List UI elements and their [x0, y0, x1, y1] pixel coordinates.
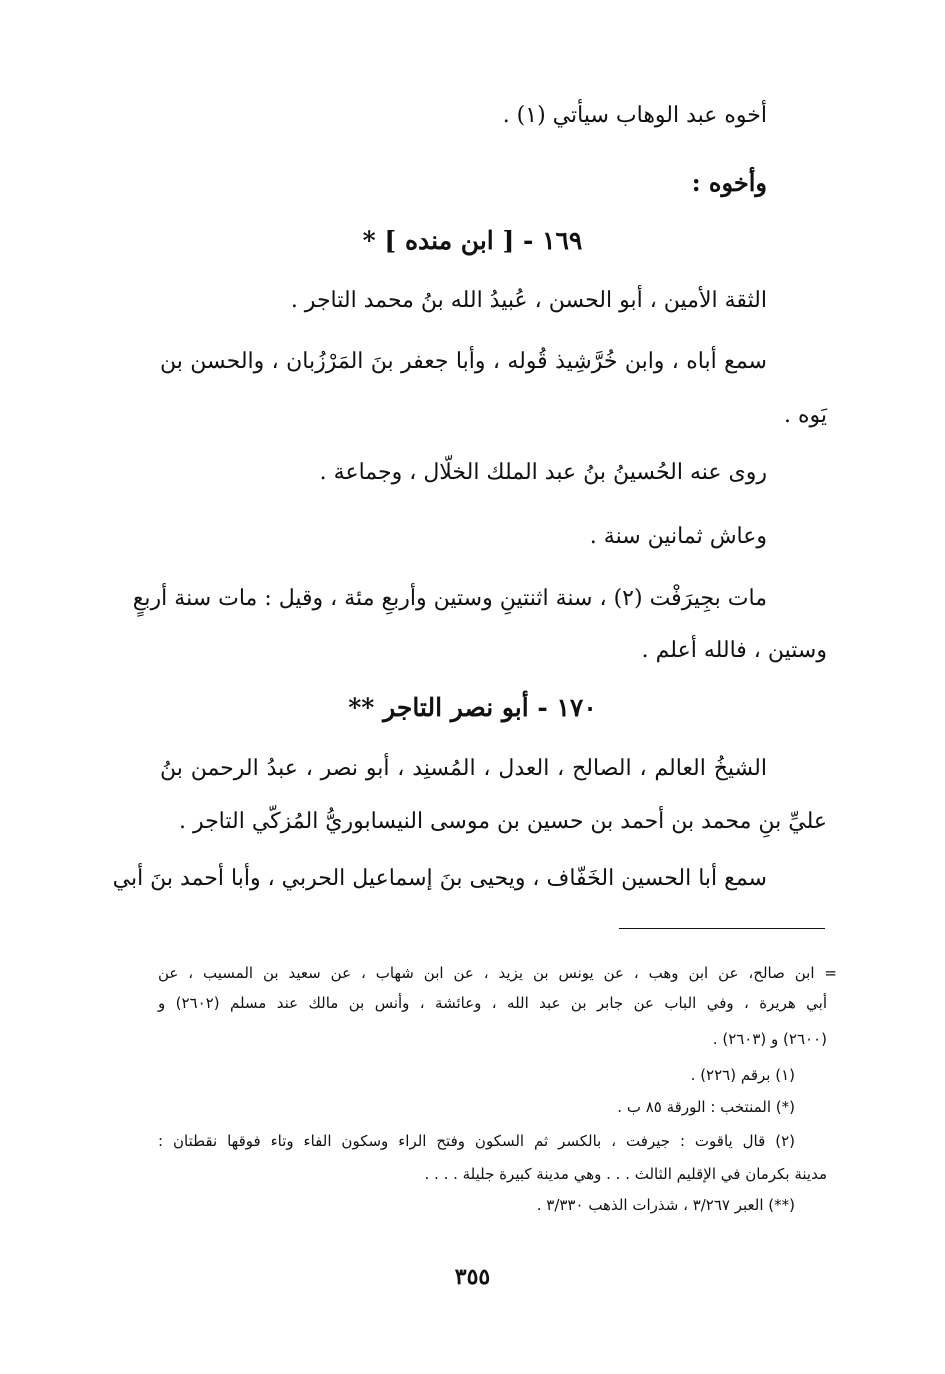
footnote-continuation-2: أبي هريرة ، وفي الباب عن جابر بن عبد الله ، وعائشة ، وأنس بن مالك عند مسلم (٢٦٠٢) و: [158, 994, 827, 1012]
entry-170-line-1b: عليِّ بنِ محمد بن أحمد بن حسين بن موسى النيسابوريُّ المُزكّي التاجر .: [178, 809, 827, 834]
footnote-star: (*) المنتخب : الورقة ٨٥ ب .: [617, 1098, 795, 1116]
footnote-double-star: (**) العبر ٣/٢٦٧ ، شذرات الذهب ٣/٣٣٠ .: [536, 1196, 795, 1214]
entry-169-line-3: روى عنه الحُسينُ بنُ عبد الملك الخلّال ، وجماعة .: [319, 460, 767, 485]
footnote-2a: (٢) قال ياقوت : جيرفت ، بالكسر ثم السكون وفتح الراء وسكون الفاء وتاء فوقها نقطتان :: [158, 1132, 795, 1150]
entry-heading-170: ١٧٠ - أبو نصر التاجر **: [348, 693, 597, 722]
footnote-1: (١) برقم (٢٢٦) .: [690, 1066, 795, 1084]
entry-169-line-5b: وستين ، فالله أعلم .: [641, 638, 827, 663]
entry-169-line-2a: سمع أباه ، وابن خُرَّشِيذ قُوله ، وأبا جعفر بنَ المَرْزُبان ، والحسن بن: [160, 349, 767, 374]
footnote-continuation-3: (٢٦٠٠) و (٢٦٠٣) .: [712, 1030, 827, 1048]
footnote-separator-rule: [619, 928, 825, 929]
entry-170-line-2: سمع أبا الحسين الخَفّاف ، ويحيى بنَ إسماعيل الحربي ، وأبا أحمد بنَ أبي: [112, 866, 767, 891]
footnote-2b: مدينة بكرمان في الإقليم الثالث . . . وهي مدينة كبيرة جليلة . . . .: [424, 1165, 827, 1183]
entry-169-line-2b: يَوه .: [783, 403, 827, 428]
text-line-and-his-brother: وأخوه :: [691, 168, 767, 197]
footnote-continuation-1: = ابن صالح، عن ابن وهب ، عن يونس بن يزيد ، عن ابن شهاب ، عن سعيد بن المسيب ، عن: [158, 964, 837, 982]
entry-170-line-1a: الشيخُ العالم ، الصالح ، العدل ، المُسنِد ، أبو نصر ، عبدُ الرحمن بنُ: [160, 756, 767, 781]
text-line-brother-abdulwahhab: أخوه عبد الوهاب سيأتي (١) .: [502, 103, 767, 128]
page-number: ٣٥٥: [454, 1264, 491, 1290]
entry-169-line-4: وعاش ثمانين سنة .: [589, 524, 767, 549]
entry-169-line-1: الثقة الأمين ، أبو الحسن ، عُبيدُ الله بنُ محمد التاجر .: [290, 288, 767, 313]
entry-169-line-5a: مات بجِيرَفْت (٢) ، سنة اثنتينِ وستين وأربعِ مئة ، وقيل : مات سنة أربعٍ: [132, 586, 767, 611]
entry-heading-169: ١٦٩ - [ ابن منده ] *: [362, 226, 583, 255]
